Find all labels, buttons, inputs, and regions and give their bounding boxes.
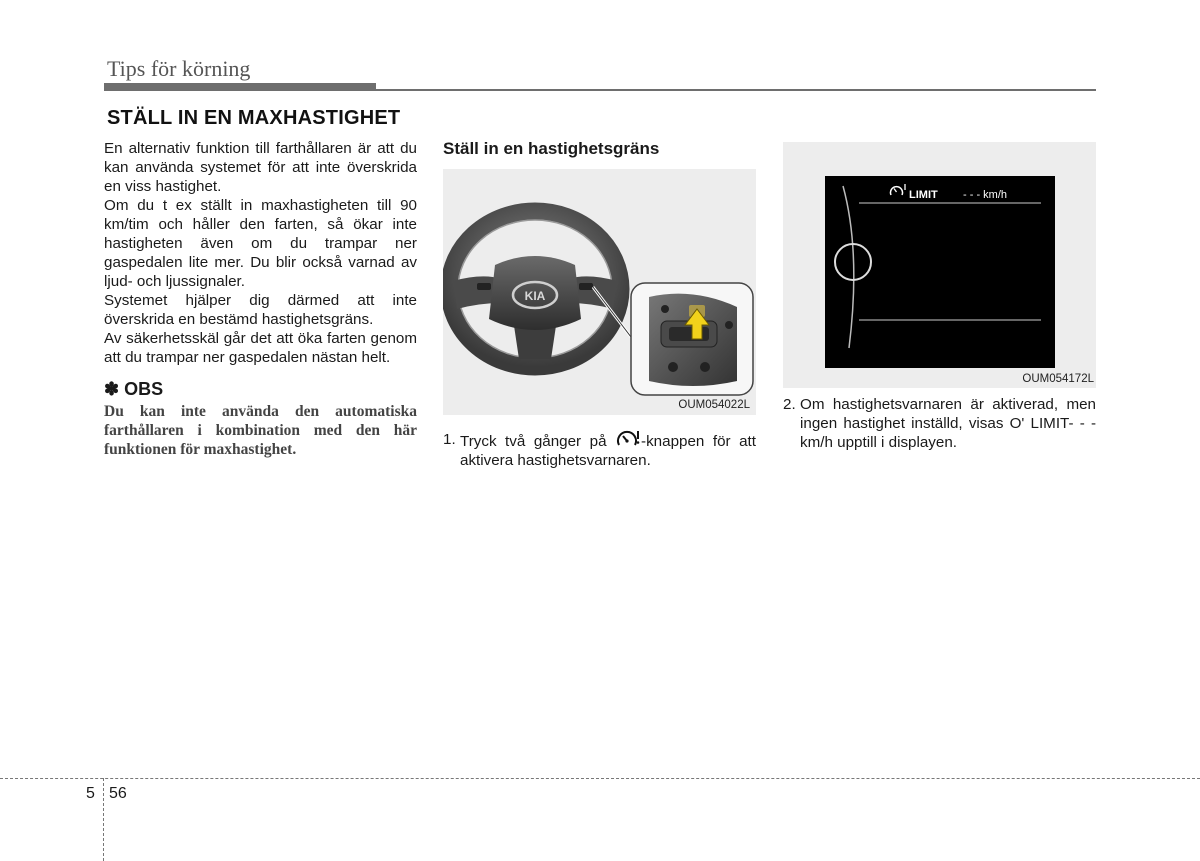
- step-1: [443, 430, 756, 470]
- page-number: 56: [109, 785, 127, 802]
- cluster-display-illustration: [783, 142, 1096, 388]
- step-text-after-icon: -knappen för att aktivera hastighetsvarnaren.: [460, 433, 756, 469]
- speed-limit-icon: [615, 430, 641, 450]
- header-rule-thin: [376, 89, 1096, 91]
- running-header: Tips för körning: [107, 56, 251, 81]
- step-text: Om hastighetsvarnaren är aktiverad, men ingen hastighet inställd, visas O' LIMIT- - - km/h upptill i displayen.: [800, 396, 1096, 451]
- intro-paragraph: En alternativ funktion till farthållaren är att du kan använda systemet för att inte överskrida en viss hastighet.: [104, 140, 417, 195]
- chapter-number: 5: [86, 785, 95, 802]
- step-text: [443, 430, 756, 470]
- figure-code: OUM054022L: [678, 399, 750, 411]
- step-2: [783, 395, 1096, 452]
- intro-paragraph: Av säkerhetsskäl går det att öka farten genom att du trampar ner gaspedalen nästan helt.: [104, 330, 417, 366]
- step-number: 2.: [783, 396, 796, 413]
- note-title: ✽ OBS: [104, 379, 164, 399]
- steering-wheel-figure: [443, 169, 756, 415]
- display-speed-value: - - - km/h: [963, 189, 1007, 201]
- intro-paragraph: Om du t ex ställt in maxhastigheten till 90 km/tim och håller den farten, så ökar inte hastigheten även om du trampar ner gaspedalen lite mer. Du blir också varnad av ljud- och ljussignaler.: [104, 197, 417, 290]
- subsection-title: Ställ in en hastighetsgräns: [443, 139, 660, 158]
- step-number: 1.: [443, 431, 456, 448]
- intro-column: [104, 139, 417, 459]
- steering-wheel-illustration: [443, 169, 756, 415]
- footer-rule: [0, 778, 1200, 779]
- footer-divider: [103, 778, 104, 861]
- step-text-before-icon: Tryck två gånger på: [460, 433, 607, 450]
- note-text: Du kan inte använda den automatiska farthållaren i kombination med den här funktionen för maxhastighet.: [104, 403, 417, 458]
- kia-logo-text: KIA: [524, 289, 546, 303]
- header-rule-thick: [104, 83, 376, 91]
- figure-code: OUM054172L: [1022, 373, 1094, 385]
- display-limit-label: LIMIT: [909, 189, 938, 201]
- section-title: STÄLL IN EN MAXHASTIGHET: [107, 107, 401, 129]
- display-figure: [783, 142, 1096, 388]
- intro-paragraph: Systemet hjälper dig därmed att inte överskrida en bestämd hastighetsgräns.: [104, 292, 417, 328]
